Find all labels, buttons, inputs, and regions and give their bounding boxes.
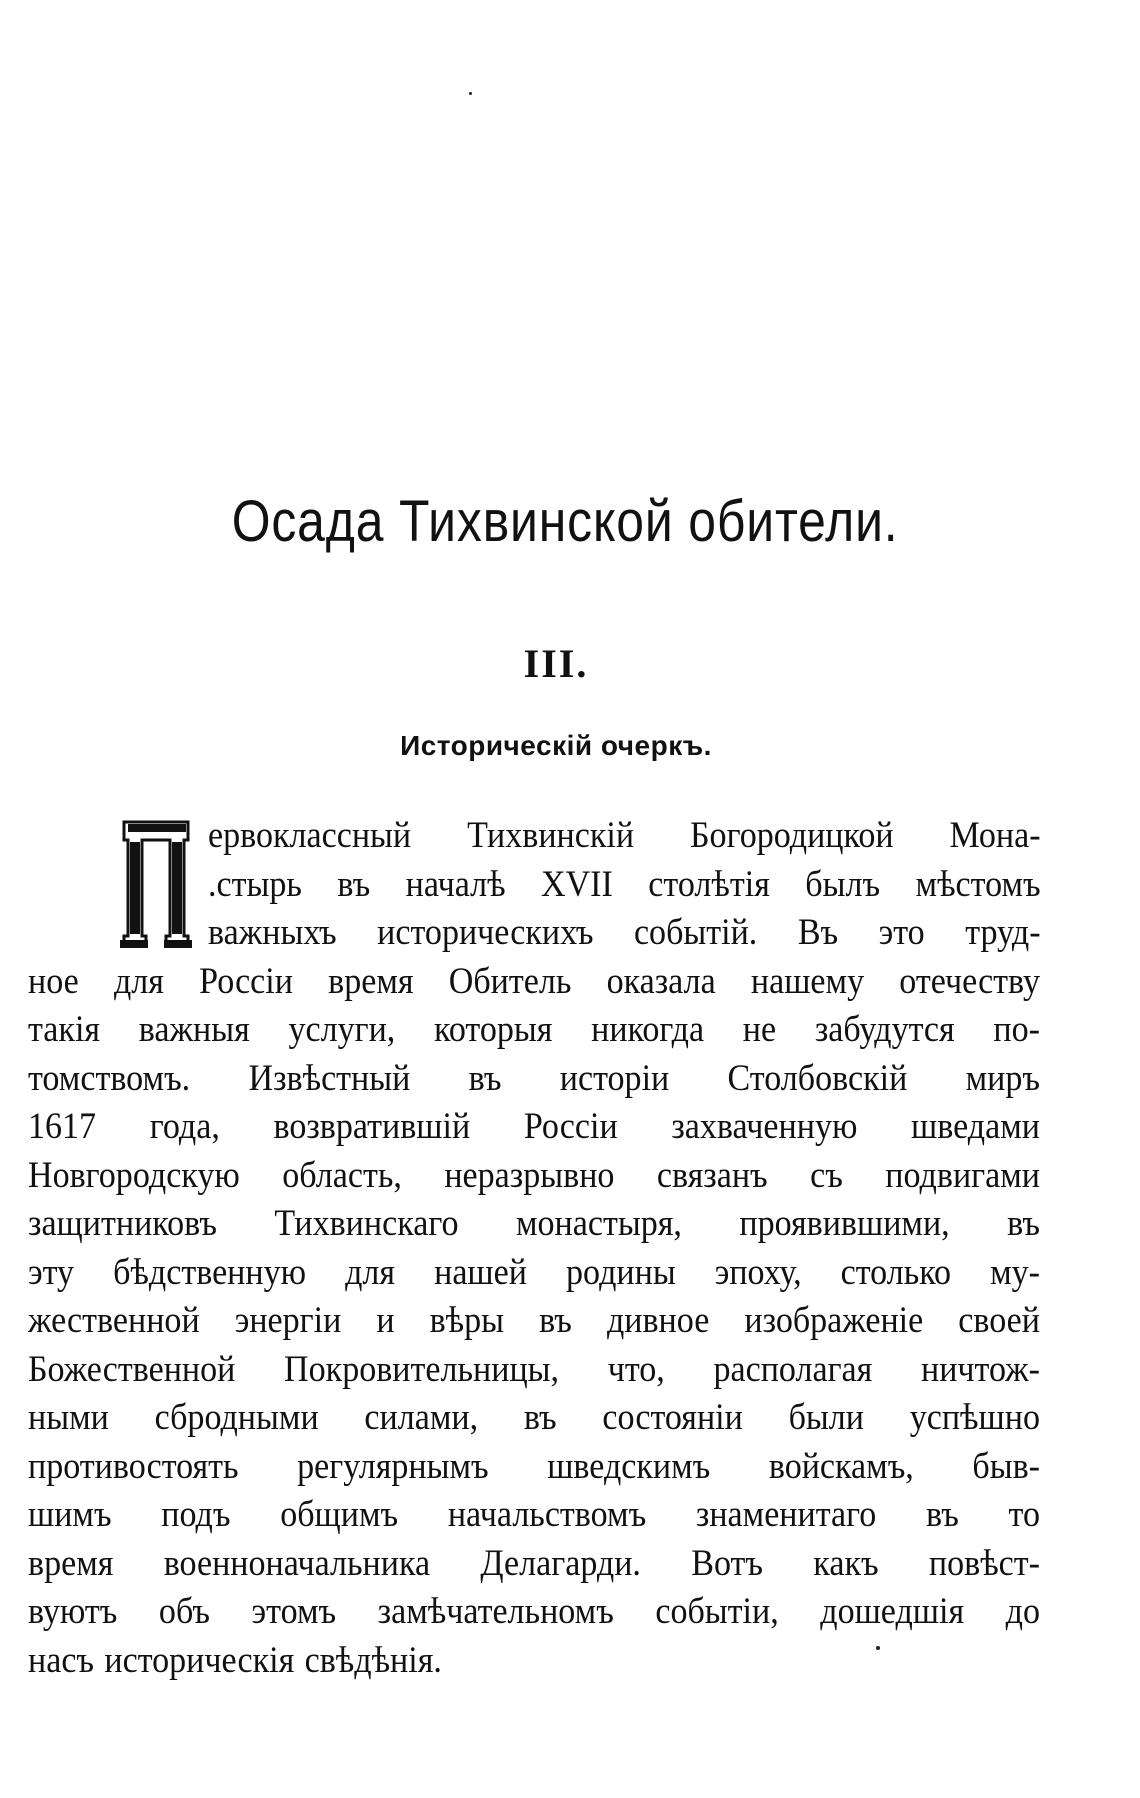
print-speck [876, 1646, 880, 1650]
text-line: ными сбродными силами, въ состояніи были успѣшно [28, 1397, 1040, 1438]
page-title: Осада Тихвинской обители. [231, 489, 899, 554]
text-line: время военноначальника Делагарди. Вотъ какъ повѣст- [28, 1542, 1040, 1584]
text-line: 1617 года, возвратившій Россіи захваченную шведами [28, 1106, 1040, 1147]
body-paragraph [28, 812, 1040, 1685]
section-numeral: III. [523, 641, 589, 686]
text-line: эту бѣдственную для нашей родины эпоху, столько му- [28, 1251, 1040, 1293]
text-line: жественной энергіи и вѣры въ дивное изображеніе своей [28, 1300, 1040, 1341]
text-line: .стырь въ началѣ XVII столѣтія былъ мѣстомъ [208, 863, 1041, 905]
text-line: противостоять регулярнымъ шведскимъ войскамъ, быв- [28, 1445, 1040, 1487]
text-line: Новгородскую область, неразрывно связанъ съ подвигами [28, 1154, 1040, 1196]
text-line: Божественной Покровительницы, что, располагая ничтож- [28, 1348, 1040, 1390]
text-line: ное для Россіи время Обитель оказала нашему отечеству [28, 960, 1040, 1002]
text-line: защитниковъ Тихвинскаго монастыря, проявившими, въ [28, 1203, 1040, 1244]
print-speck [469, 92, 472, 95]
section-subtitle: Историческій очеркъ. [400, 730, 712, 761]
text-line: важныхъ историческихъ событій. Въ это труд- [208, 912, 1041, 953]
text-line: томствомъ. Извѣстный въ исторіи Столбовскій миръ [28, 1057, 1040, 1099]
text-line: такія важныя услуги, которыя никогда не забудутся по- [28, 1009, 1040, 1050]
text-line: насъ историческія свѣдѣнія. [28, 1639, 442, 1681]
text-line: шимъ подъ общимъ начальствомъ знаменитаго въ то [28, 1494, 1040, 1535]
text-line: вуютъ объ этомъ замѣчательномъ событіи, дошедшія до [28, 1591, 1040, 1632]
text-line: ервоклассный Тихвинскій Богородицкой Мона- [208, 815, 1041, 856]
